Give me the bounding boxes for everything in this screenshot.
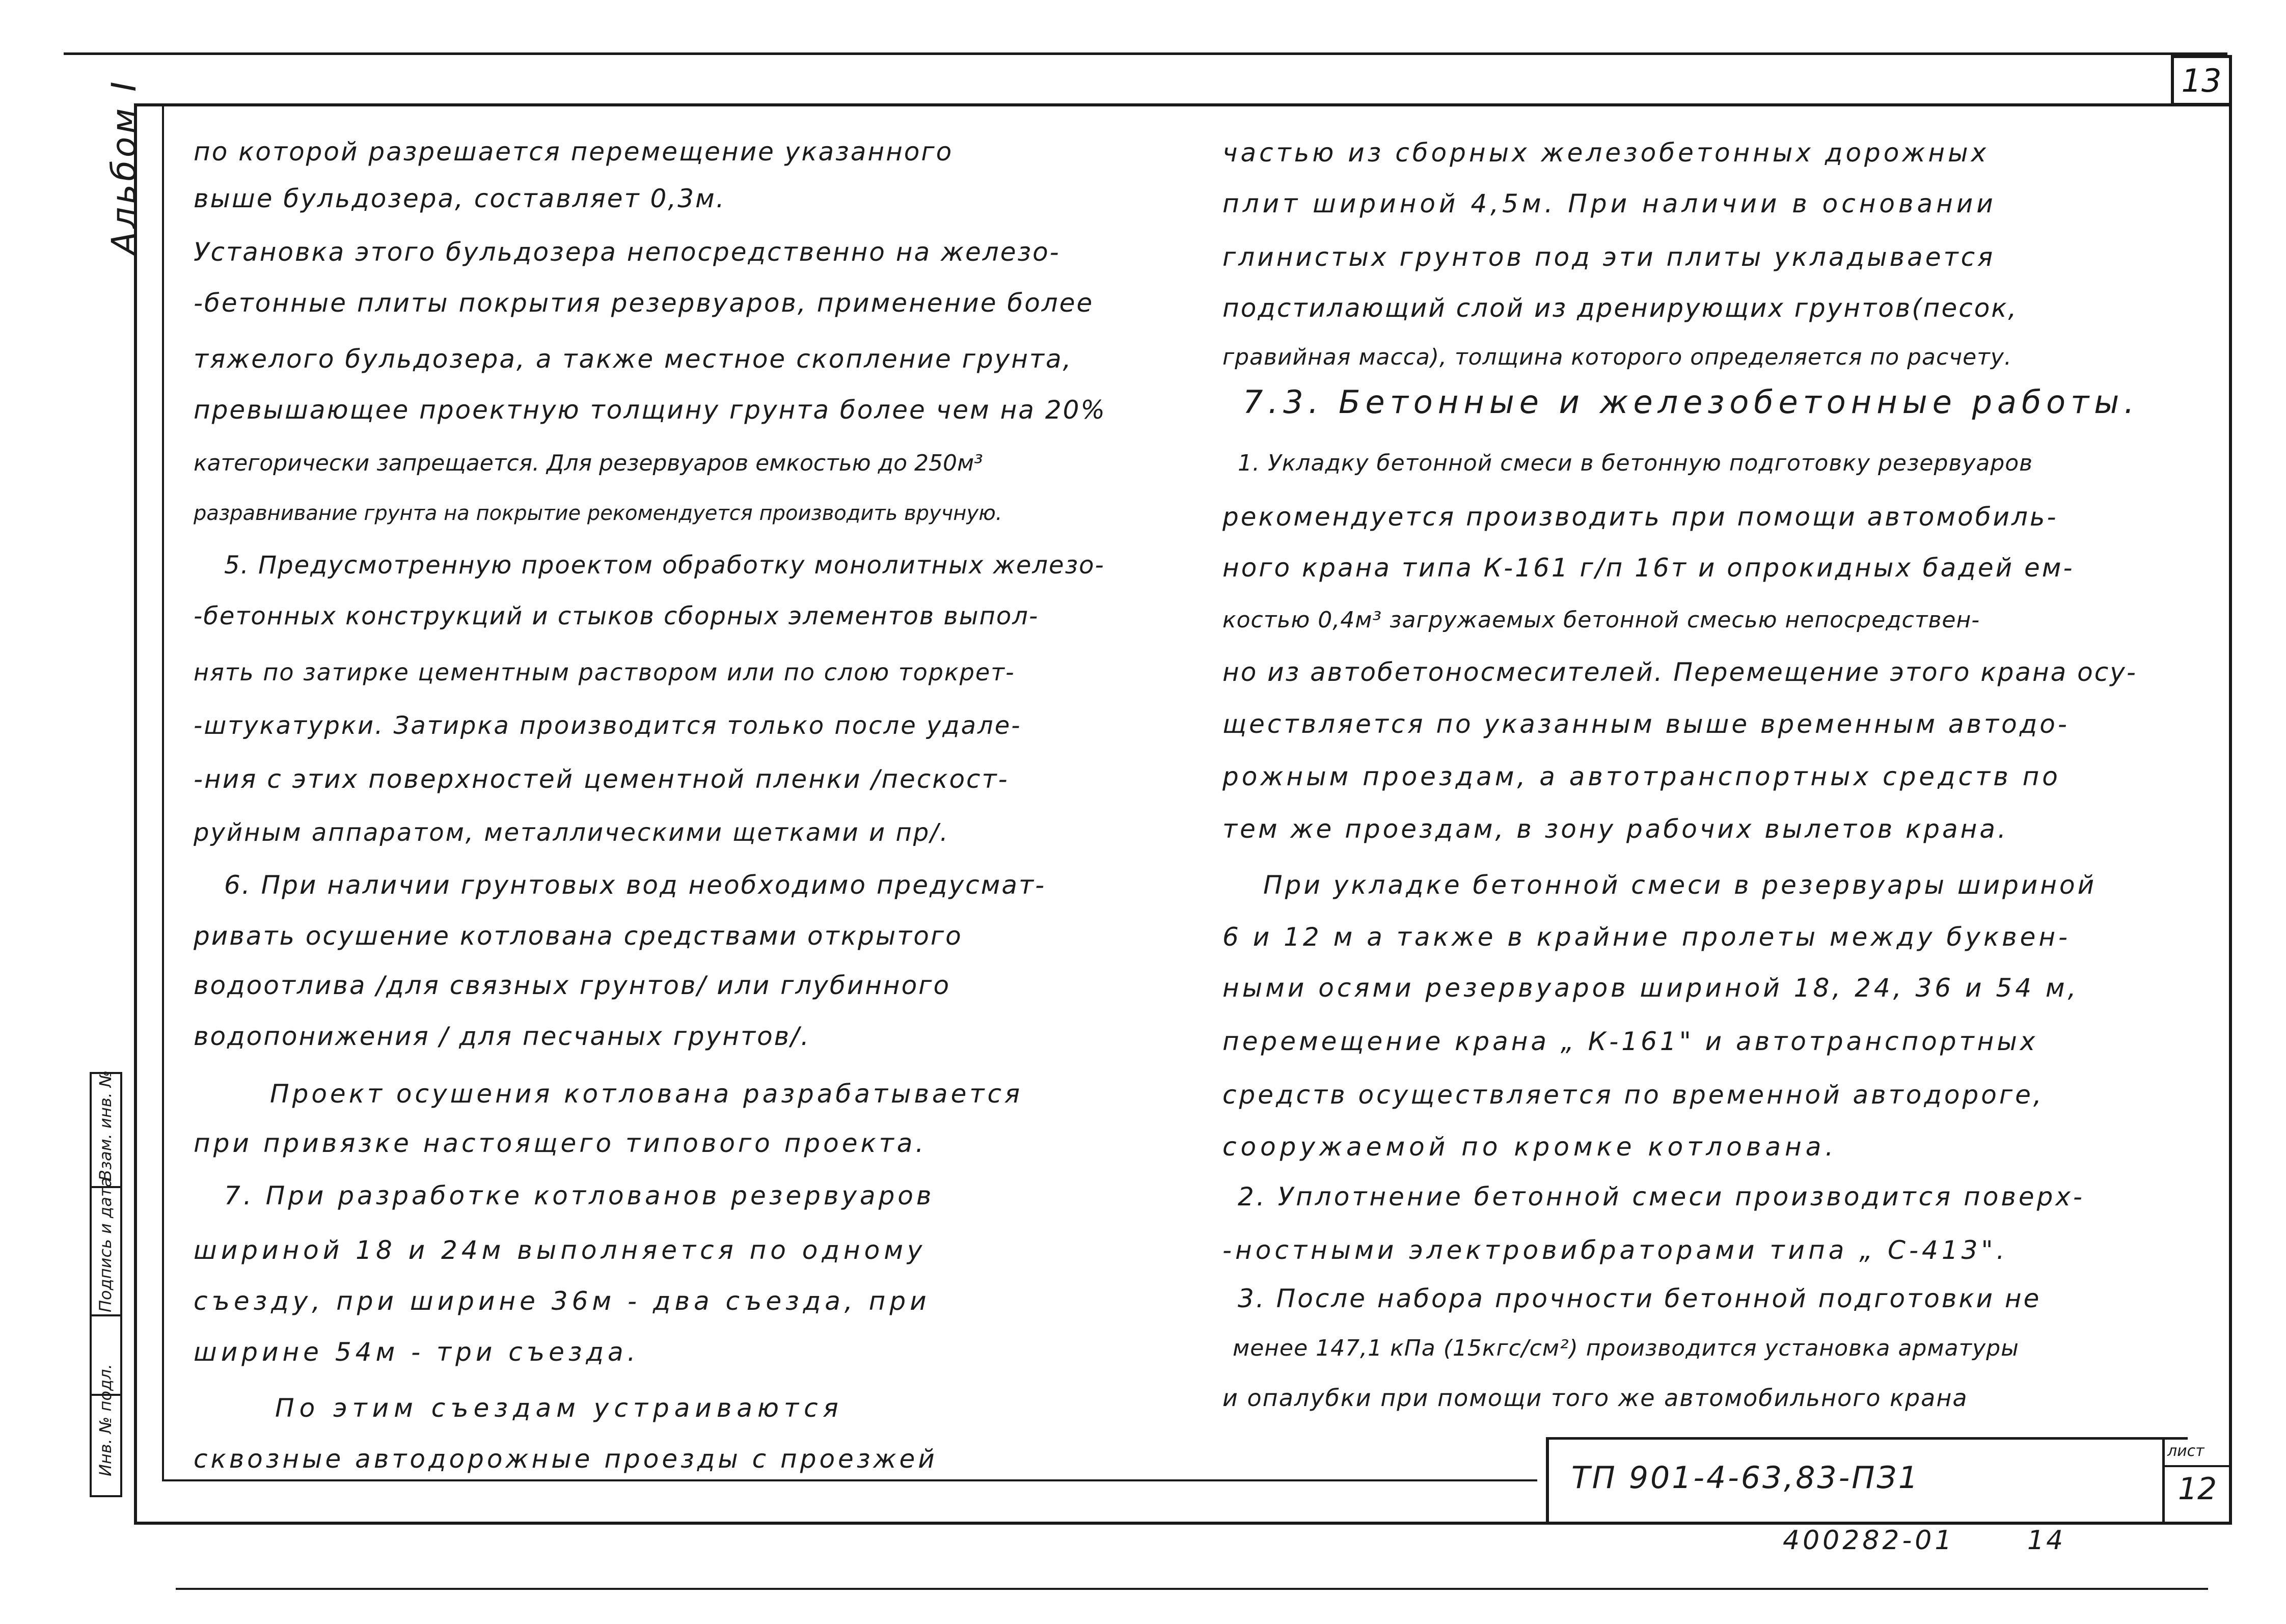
left-line-13: -ния с этих поверхностей цементной пленки /пескост-	[194, 764, 1009, 794]
left-line-8: разравнивание грунта на покрытие рекомендуется производить вручную.	[194, 502, 1002, 525]
right-line-22: -ностными электровибраторами типа „ С-413".	[1222, 1235, 2008, 1265]
left-line-23: съезду, при ширине 36м - два съезда, при	[194, 1286, 931, 1316]
right-line-8: рекомендуется производить при помощи автомобиль-	[1222, 502, 2058, 532]
archive-code: 400282-01	[1783, 1525, 1955, 1556]
title-block	[1546, 1437, 2232, 1525]
left-line-11: нять по затирке цементным раствором или по слою торкрет-	[194, 658, 1015, 686]
left-line-22: шириной 18 и 24м выполняется по одному	[194, 1235, 927, 1265]
left-line-26: сквозные автодорожные проезды с проезжей	[194, 1444, 938, 1474]
right-line-9: ного крана типа К-161 г/п 16т и опрокидных бадей ем-	[1222, 553, 2075, 583]
right-line-23: 3. После набора прочности бетонной подготовки не	[1238, 1284, 2042, 1313]
left-line-24: ширине 54м - три съезда.	[194, 1337, 640, 1367]
archive-page: 14	[2027, 1525, 2065, 1556]
right-line-16: 6 и 12 м а также в крайние пролеты между буквен-	[1222, 922, 2071, 952]
right-line-2: плит шириной 4,5м. При наличии в основании	[1222, 189, 1997, 218]
left-line-2: выше бульдозера, составляет 0,3м.	[194, 184, 726, 213]
right-line-13: рожным проездам, а автотранспортных средств по	[1222, 762, 2061, 791]
frame-right	[2229, 103, 2232, 1524]
frame-left	[134, 103, 137, 1524]
left-line-9: 5. Предусмотренную проектом обработку монолитных железо-	[224, 551, 1105, 580]
page-number: 13	[2181, 62, 2222, 99]
left-line-12: -штукатурки. Затирка производится только после удале-	[194, 711, 1022, 740]
right-line-4: подстилающий слой из дренирующих грунтов(песок,	[1222, 293, 2018, 323]
right-line-24: менее 147,1 кПа (15кгс/см²) производится установка арматуры	[1233, 1335, 2019, 1361]
left-line-15: 6. При наличии грунтовых вод необходимо предусмат-	[224, 870, 1046, 900]
left-line-19: Проект осушения котлована разрабатывается	[270, 1079, 1023, 1109]
left-line-10: -бетонных конструкций и стыков сборных элементов выпол-	[194, 602, 1039, 630]
right-line-25: и опалубки при помощи того же автомобильного крана	[1222, 1384, 1968, 1412]
top-outer-rule	[64, 52, 2227, 55]
left-line-14: руйным аппаратом, металлическими щетками и пр/.	[194, 818, 949, 847]
left-line-6: превышающее проектную толщину грунта более чем на 20%	[194, 395, 1106, 425]
sheet-number-rule	[2165, 1465, 2232, 1467]
right-line-14: тем же проездам, в зону рабочих вылетов крана.	[1222, 814, 2008, 844]
left-line-21: 7. При разработке котлованов резервуаров	[224, 1181, 935, 1210]
right-line-18: перемещение крана „ К-161" и автотранспортных	[1222, 1027, 2038, 1056]
frame-top	[137, 103, 2231, 106]
right-line-5: гравийная масса), толщина которого определяется по расчету.	[1222, 344, 2012, 370]
page-number-box	[2171, 55, 2232, 106]
right-line-7: 1. Укладку бетонной смеси в бетонную подготовку резервуаров	[1238, 450, 2033, 476]
right-line-19: средств осуществляется по временной автодороге,	[1222, 1080, 2044, 1110]
left-line-7: категорически запрещается. Для резервуаров емкостью до 250м³	[194, 450, 983, 476]
sheet-number: 12	[2178, 1471, 2217, 1507]
section-heading: 7.3. Бетонные и железобетонные работы.	[1243, 383, 2139, 421]
margin-stamp-inventory: Инв. № подл.	[96, 1364, 115, 1476]
left-line-5: тяжелого бульдозера, а также местное скопление грунта,	[194, 344, 1073, 374]
left-line-16: ривать осушение котлована средствами открытого	[194, 921, 963, 951]
sheet-label: лист	[2167, 1442, 2205, 1460]
album-label: Альбом I	[104, 78, 144, 255]
left-line-4: -бетонные плиты покрытия резервуаров, применение более	[194, 288, 1094, 318]
bottom-outer-rule	[176, 1588, 2208, 1590]
margin-stamp-replacement: Взам. инв. №	[96, 1070, 115, 1181]
margin-stamp-divider-2	[92, 1314, 122, 1316]
left-line-20: при привязке настоящего типового проекта.	[194, 1128, 927, 1158]
right-line-15: При укладке бетонной смеси в резервуары шириной	[1263, 870, 2097, 900]
left-line-18: водопонижения / для песчаных грунтов/.	[194, 1022, 810, 1051]
right-line-11: но из автобетоносмесителей. Перемещение этого крана осу-	[1222, 657, 2137, 687]
left-line-3: Установка этого бульдозера непосредственно на железо-	[194, 237, 1060, 267]
inner-bottom-rule	[162, 1479, 1537, 1481]
document-designation: ТП 901-4-63,83-ПЗ1	[1571, 1460, 1920, 1496]
left-line-25: По этим съездам устраиваются	[275, 1393, 843, 1423]
right-line-3: глинистых грунтов под эти плиты укладывается	[1222, 242, 1996, 272]
title-block-left-edge	[1546, 1437, 1549, 1525]
inner-left-rule	[162, 103, 164, 1481]
right-line-17: ными осями резервуаров шириной 18, 24, 36 и 54 м,	[1222, 973, 2079, 1003]
right-line-20: сооружаемой по кромке котлована.	[1222, 1132, 1838, 1162]
right-line-1: частью из сборных железобетонных дорожных	[1222, 138, 1990, 168]
margin-stamp	[90, 1072, 122, 1497]
left-line-17: водоотлива /для связных грунтов/ или глубинного	[194, 971, 951, 1000]
left-line-1: по которой разрешается перемещение указанного	[194, 137, 954, 167]
margin-stamp-signature: Подпись и дата	[96, 1177, 115, 1312]
right-line-12: ществляется по указанным выше временным автодо-	[1222, 709, 2070, 739]
right-line-10: костью 0,4м³ загружаемых бетонной смесью непосредствен-	[1222, 607, 1980, 633]
title-block-top-edge	[1546, 1437, 2188, 1440]
right-line-21: 2. Уплотнение бетонной смеси производится поверх-	[1238, 1182, 2085, 1212]
